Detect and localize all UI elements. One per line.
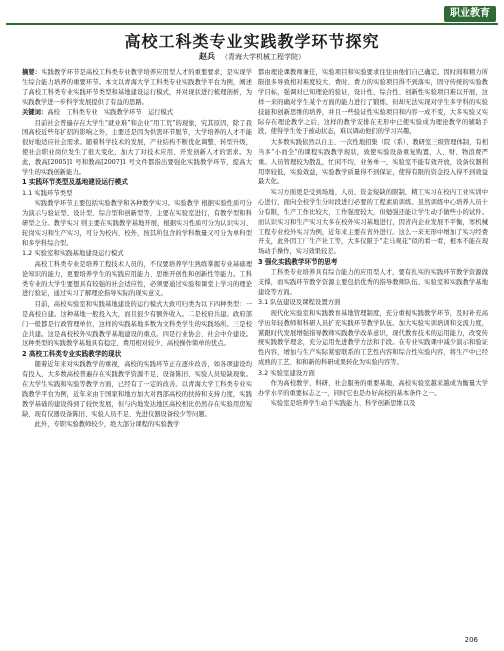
body-paragraph: 都由理论课教师兼任，实验项目和实验要求往往由他们自己确定。因时间和精力所限很多导致相对难度较大、费时、费力的实验项目得不到落实，固守传统的实验教学目标，强调对已知理论的验证，设计性、综合性、创新性实验项目难以开展，这样一来的确对学生某个方面的能力进行了锻炼，但却无法实现对学生多学科的实验技能和创新思维的培养，并且一些验证性实验项目和内容一成不变，大多实验又实际存在理论教学之后，这样的教学安排在无形中已使实验成为理论教学的辅助手段，使得学生处于被动状态，难以调动他们的学习兴趣。 — [258, 69, 488, 136]
section-tag: 职业教育 — [444, 6, 496, 22]
subsection-heading: 1.1 实践环节类型 — [22, 188, 73, 197]
keywords — [22, 108, 252, 118]
header-rule — [6, 23, 498, 25]
body-paragraph: 目前，高校实验室和实践基地建设的运行模式大致可归类为以下四种类型：一是高校自建。这种基地一般投入大，而且很少有额外收入。二是校府共建。政府部门一般都是行政管理单位，这样的实践基地多数为文科类学生的实践场所。三是校企共建。这是高校校外实践教学基地建设的重点。四是行业协会、社会中介建设。这种类型的实践教学基地具有稳定、费用相对较少、高校操作简单的优点。 — [22, 300, 252, 348]
body-paragraph: 高校工科类专业是培养工程技术人员的，不仅要培养学生熟练掌握专业基础理论知识的能力，更要培养学生的实践应用能力、思维开创性和创新性等能力。工科类专业的大学生要想具有较强的社会适应性，必须要通过实验和课堂上学习的理论进行验证，通过实习了解理论指导实际的现实意义。 — [22, 260, 252, 298]
body-paragraph: 实践教学环节主要包括实验教学和各种教学实习。实验教学 根据实验性质可分为演示与验证型、设计型、综合型和创新型等，主要在实验室进行，有教学型和科研型之分。教学实习 则主要在实践教学基地开展，根据实习性质可分为认识实习、轮岗实习和生产实习，可分为校内、校外，按其所包含的学科数量又可分为单科型和多学科综合型。 — [22, 200, 252, 247]
abstract — [22, 68, 252, 108]
section-heading: 3 强化实践教学环节的思考 — [258, 257, 338, 266]
body-paragraph: 实习方面更是受到场地、人员、资金短缺的限制，精工实习在校内工业实训中心进行，面向全校学生分时段进行必要的工程素质训练。虽然训练中心培养人员十分有限，生产工作比较大，工作强度较大，但勉强还能让学生动手做些小的试件。而认识实习和生产实习大多在校外实习基地进行，因省内企业发展不平衡，寒机械工程专业校外实习为例，近年来主要在省外进行。这么一来无形中增加了实习经费开支，此外因工厂生产社工等，大多仅限于“走马观花”似的看一看，根本不能在现场动手操作，实习效果较差。 — [258, 188, 488, 256]
left-column — [22, 68, 252, 643]
body-paragraph: 作为高校教学、科研、社会服务的重要基地，高校实验室越来越成为衡量大学办学水平的重要标志之一，同时它也是办好高校的基本条件之一。 — [258, 380, 488, 397]
abstract-text: 实践教学环节是高校工科类专业教学培养应用型人才的重要要求，是实现学生综合能力培养的重要环节。本文以青海大学工科类专业实践教学平台为例，阐述了高校工科类专业实践环节类型和基地建设运行模式，并对现状进行梳理剖析，为实践教学进一步科学发展提供了有益的思路。 — [22, 69, 252, 106]
author-line — [0, 52, 504, 62]
body-paragraph: 大多数实践依然以自主、一次性地招集（院（系）、教研室三级管理体制，有相当多“小而全”的课程实践教学现状，致使实验设备重复购置，人、财、物浪费严重。人员管理较为散乱，忙闲不均，业务单一，实验室不能有效开放，设备仪器利用率较低，实验效益，实验教学质量得不到保证，使得有限的资金投入得不到效益最大化。 — [258, 138, 488, 186]
subsection-heading: 3.2 实验室建设方面 — [258, 368, 315, 377]
body-paragraph: 工科类专业培养具有综合能力的应用型人才，要有扎实的实践环节教学资源做支撑，而实践环节教学资源主要包括优秀的指导教师队伍、实验室和实践教学基地建设等方面。 — [258, 269, 488, 296]
subsection-heading: 3.1 队伍建设及课程设置方面 — [258, 298, 341, 307]
abstract-label: 摘要： — [22, 69, 42, 76]
right-column — [258, 68, 488, 643]
keywords-label: 关键词： — [22, 109, 48, 117]
body-paragraph: 随着近年来对实践教学的重视，高校的实践环节正在逐步改善，如各项建设均有投入，大多数高校普遍存在实践教学资源不足、设备陈旧、实验人员短缺现象。在大学生实践和实验等教学方面，已经有了一定的改善。以青海大学工科类专业实践教学平台为例，近年来由于国家和地方加大对西部高校的扶持和支持力度，实践教学基础的建设得到了较快发展，但与内地发达地区高校相比仍然存在实验用房短缺、现有仪器设备陈旧、实验人员不足、先进仪器设备较少等问题。 — [22, 361, 252, 418]
body-paragraph: 实验室是培养学生动手实践能力、科学创新思维以及 — [270, 400, 416, 408]
body-paragraph: 现代化实验室和实践教育基地管理制度，充分重视实践教学环节，及时补充高学历年轻教师和科研人员扩充实践环节教学队伍。加大实验实训培训和交流力度，紧跟时代发展增强指导教师实践教学改革意识，现代教育技术的运用能力，改变传统实践教学理念，充分运用先进教学方法和手段。在专业实践课中减少演示和验证性内容，增加与生产实际紧密联系的工艺性内容和综合性实验内容，将生产中已经成熟的工艺、和和新的科研成果转化为实验内容等。 — [258, 309, 488, 367]
running-header — [0, 0, 504, 24]
article-title: 高校工科类专业实践教学环节探究 — [124, 32, 380, 51]
page-number: 206 — [464, 636, 478, 644]
body-paragraph: 此外，专职实验教师较少，绝大部分课程的实验教学 — [34, 421, 180, 429]
section-heading: 1 实践环节类型及基地建设运行模式 — [22, 178, 128, 187]
subsection-heading: 1.2 实验室和实践基地建设运行模式 — [22, 249, 124, 258]
author-affiliation: （青海大学机械工程学院） — [221, 53, 305, 61]
keywords-text: 高校 工科类专业 实践教学环节 运行模式 — [47, 109, 174, 117]
section-heading: 2 高校工科类专业实践教学的现状 — [22, 349, 122, 358]
author-name: 赵兵 — [199, 52, 215, 61]
body-paragraph: 目前社会普遍存在大学生“就业难”和企业“用工荒”的现象，究其原因，除了我国高校近些年扩招的影响之外，主要还是因为供需环节脱节，大学培养的人才不能很好地适应社会需求。随着科学技术的发展，产业结构不断优化调整、转型升级，使社会职业岗位发生了很大变化，加大了对技术应用、开发创新人才的需求。为此，教高[2005]1 号和教高[2007]1 号文件都指出要强化实践教学环节，提高大学生的实践创新能力。 — [22, 119, 252, 177]
